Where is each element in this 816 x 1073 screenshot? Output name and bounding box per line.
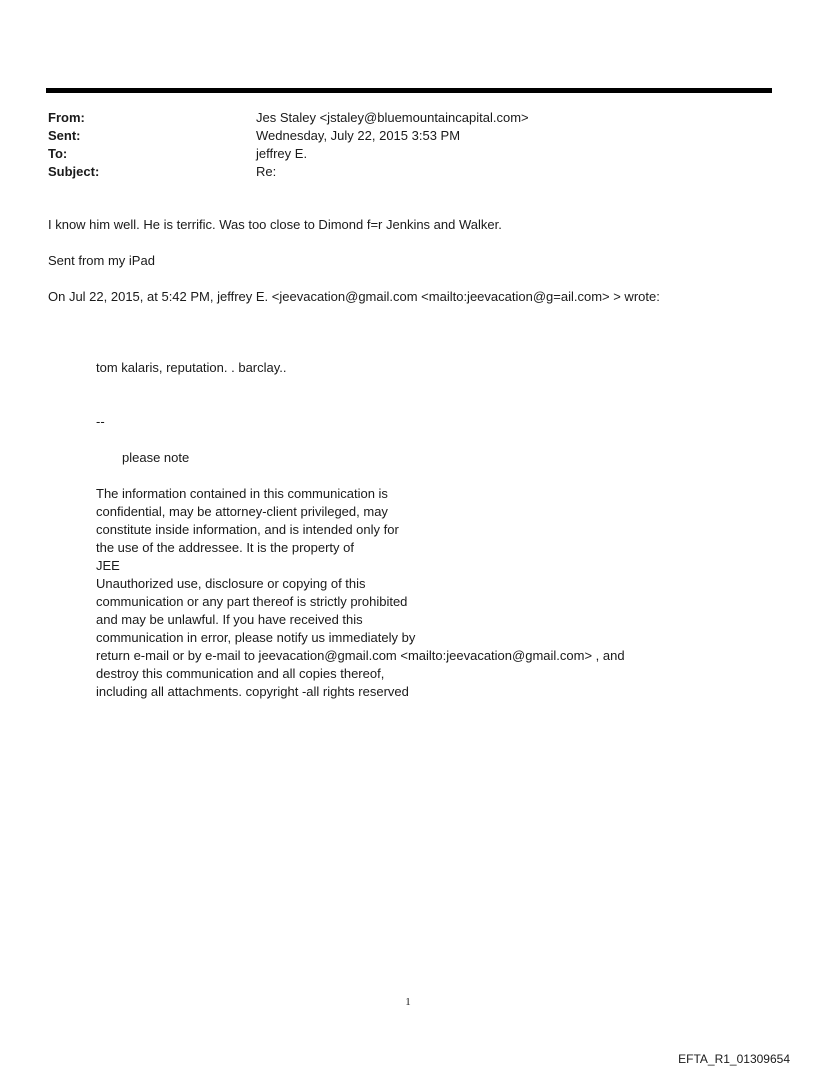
disclaimer-line: the use of the addressee. It is the property of [96, 540, 354, 555]
sent-value: Wednesday, July 22, 2015 3:53 PM [256, 128, 461, 143]
quote-attribution: On Jul 22, 2015, at 5:42 PM, jeffrey E. <jeevacation@gmail.com <mailto:jeevacation@g=ail.com> > wrote: [48, 289, 660, 304]
header-divider [46, 88, 772, 93]
to-label: To: [48, 146, 68, 161]
to-value: jeffrey E. [256, 146, 308, 161]
quoted-message: tom kalaris, reputation. . barclay.. [96, 360, 287, 375]
from-value: Jes Staley <jstaley@bluemountaincapital.com> [256, 110, 529, 125]
subject-label: Subject: [48, 164, 100, 179]
disclaimer-line: confidential, may be attorney-client privileged, may [96, 504, 388, 519]
disclaimer-line: JEE [96, 558, 120, 573]
disclaimer-line: including all attachments. copyright -all rights reserved [96, 684, 409, 699]
from-label: From: [48, 110, 85, 125]
page-number: 1 [405, 996, 411, 1008]
signature-separator: -- [96, 414, 105, 429]
disclaimer-line: return e-mail or by e-mail to jeevacation@gmail.com <mailto:jeevacation@gmail.com> , and [96, 648, 625, 663]
sent-label: Sent: [48, 128, 81, 143]
disclaimer-line: communication in error, please notify us immediately by [96, 630, 416, 645]
disclaimer-line: constitute inside information, and is intended only for [96, 522, 399, 537]
signature-line: Sent from my iPad [48, 253, 155, 268]
disclaimer-line: communication or any part thereof is strictly prohibited [96, 594, 408, 609]
disclaimer-line: The information contained in this communication is [96, 486, 388, 501]
subject-value: Re: [256, 164, 277, 179]
disclaimer-line: destroy this communication and all copies thereof, [96, 666, 385, 681]
reply-text: I know him well. He is terrific. Was too close to Dimond f=r Jenkins and Walker. [48, 217, 502, 232]
disclaimer-line: Unauthorized use, disclosure or copying of this [96, 576, 366, 591]
confidentiality-disclaimer [96, 485, 625, 701]
document-id: EFTA_R1_01309654 [678, 1052, 790, 1066]
disclaimer-line: and may be unlawful. If you have received this [96, 612, 363, 627]
note-label: please note [122, 450, 190, 465]
